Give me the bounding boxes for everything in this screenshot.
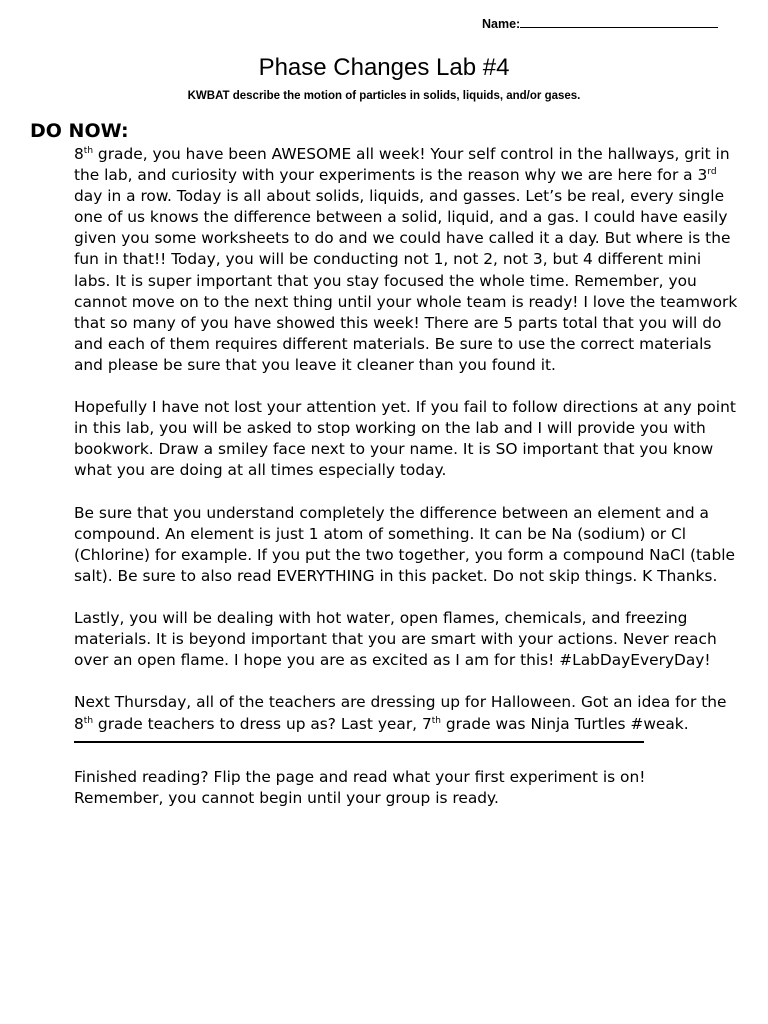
document-body (74, 144, 739, 809)
paragraph-attention: Hopefully I have not lost your attention yet. If you fail to follow directions at any point in this lab, you will be asked to stop working on the lab and I will provide you with bookwork. Draw a smiley face next to your name. It is SO important that you know what you are doing at all times especially today. (74, 398, 736, 480)
objective-subtitle: KWBAT describe the motion of particles in solids, liquids, and/or gases. (187, 90, 581, 102)
paragraph-safety: Lastly, you will be dealing with hot water, open flames, chemicals, and freezing materials. It is beyond important that you are smart with your actions. Never reach over an open flame. I hope you are as excited as I am for this! #LabDayEveryDay! (74, 609, 717, 670)
paragraph-intro: 8th grade, you have been AWESOME all week! Your self control in the hallways, grit in the lab, and curiosity with your experiments is the reason why we are here for a 3rd day in a row. Today is all about solids, liquids, and gasses. Let’s be real, every single one of us knows the difference between a solid, liquid, and a gas. I could have easily given you some worksheets to do and we could have called it a day. But where is the fun in that!! Today, you will be conducting not 1, not 2, not 3, but 4 different mini labs. It is super important that you stay focused the whole time. Remember, you cannot move on to the next thing until your whole team is ready! I love the teamwork that so many of you have showed this week! There are 5 parts total that you will do and each of them requires different materials. Be sure to use the correct materials and please be sure that you leave it cleaner than you found it. (74, 145, 738, 374)
name-field[interactable] (482, 16, 718, 31)
paragraph-element-compound: Be sure that you understand completely the difference between an element and a compound. An element is just 1 atom of something. It can be Na (sodium) or Cl (Chlorine) for example. If you put the two together, you form a compound NaCl (table salt). Be sure to also read EVERYTHING in this packet. Do not skip things. K Thanks. (74, 503, 735, 585)
name-label: Name: (482, 17, 521, 31)
do-now-heading: DO NOW: (30, 120, 129, 142)
paragraph-halloween: Next Thursday, all of the teachers are dressing up for Halloween. Got an idea for the 8th grade teachers to dress up as? Last year, 7th grade was Ninja Turtles #weak. (74, 693, 727, 733)
name-blank-line[interactable] (520, 16, 718, 28)
page-title: Phase Changes Lab #4 (258, 54, 510, 81)
paragraph-finished: Finished reading? Flip the page and read what your first experiment is on! Remember, you cannot begin until your group is ready. (74, 767, 646, 807)
horizontal-rule (74, 741, 644, 743)
